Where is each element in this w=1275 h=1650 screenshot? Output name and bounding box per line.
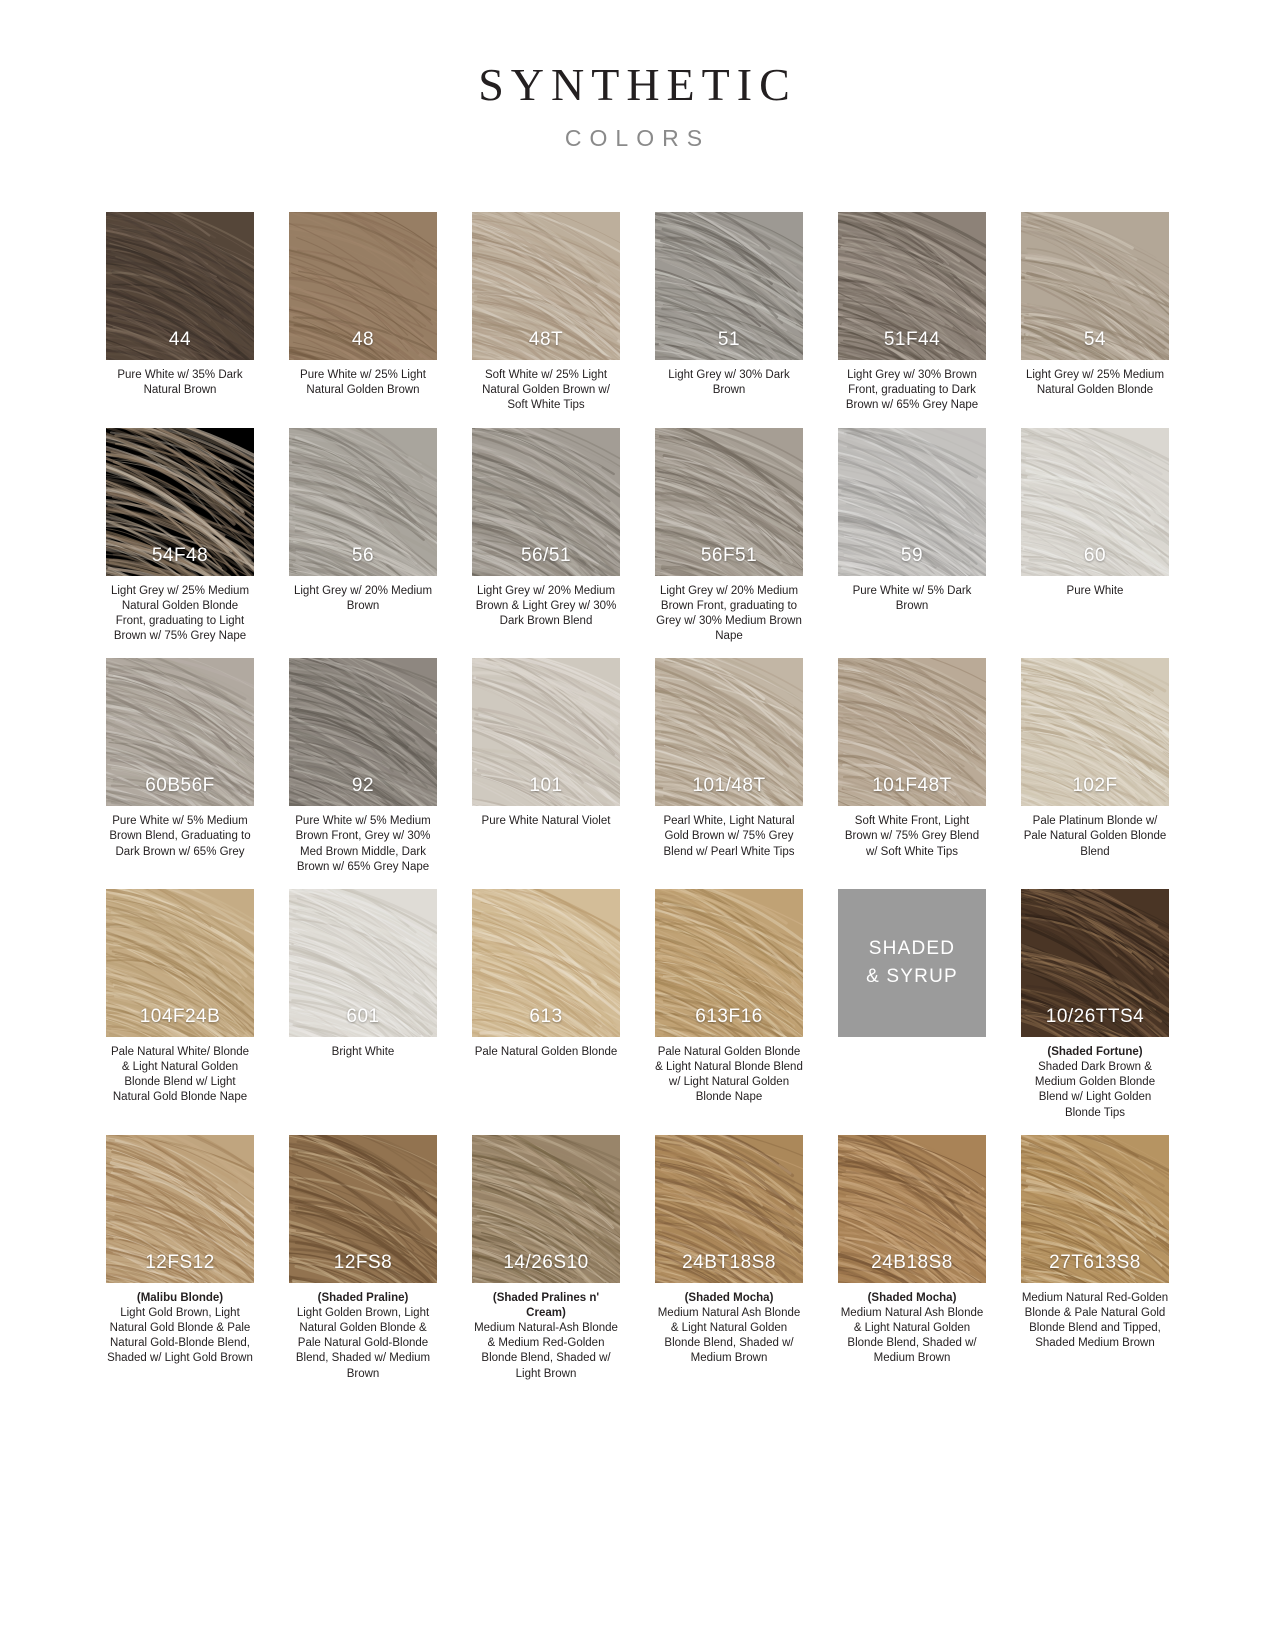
color-caption: [655, 1291, 803, 1367]
color-swatch-image[interactable]: [838, 889, 986, 1037]
color-code-label: 51: [717, 329, 741, 350]
page-subtitle: COLORS: [564, 125, 711, 151]
color-description: Pale Platinum Blonde w/ Pale Natural Golden Blonde Blend: [1023, 815, 1167, 858]
color-description: Pure White w/ 5% Medium Brown Front, Grey w/ 30% Med Brown Middle, Dark Brown w/ 65% Grey Nape: [295, 815, 431, 873]
color-swatch-cell[interactable]: [655, 212, 803, 428]
color-swatch-cell[interactable]: [472, 889, 620, 1135]
color-description: Pure White w/ 5% Medium Brown Blend, Graduating to Dark Brown w/ 65% Grey: [109, 815, 251, 858]
color-swatch-image[interactable]: [655, 212, 803, 360]
color-swatch-image[interactable]: [472, 1135, 620, 1283]
color-description: Light Grey w/ 30% Brown Front, graduating to Dark Brown w/ 65% Grey Nape: [845, 369, 979, 412]
color-caption: [472, 1291, 620, 1382]
color-code-label: 48T: [528, 329, 564, 350]
color-swatch-cell[interactable]: [655, 1135, 803, 1396]
color-code-label: 56F51: [700, 544, 758, 566]
color-swatch-cell[interactable]: [289, 658, 437, 889]
color-swatch-cell[interactable]: [106, 889, 254, 1135]
color-caption: [472, 368, 620, 414]
color-swatch-cell[interactable]: [1021, 1135, 1169, 1396]
color-caption: [1021, 584, 1169, 599]
color-swatch-image[interactable]: [1021, 1135, 1169, 1283]
color-swatch-cell[interactable]: [838, 658, 986, 889]
color-nickname: (Malibu Blonde): [136, 1291, 224, 1304]
section-placeholder-label: SHADED & SYRUP: [866, 938, 958, 987]
color-swatch-image[interactable]: [655, 428, 803, 576]
color-swatch-image[interactable]: [472, 658, 620, 806]
color-nickname: (Shaded Mocha): [684, 1291, 774, 1304]
color-code-label: 601: [346, 1005, 380, 1027]
color-code-label: 12FS8: [333, 1251, 393, 1273]
color-swatch-cell[interactable]: [1021, 212, 1169, 428]
color-caption: [1021, 368, 1169, 398]
color-swatch-cell[interactable]: [655, 889, 803, 1135]
color-swatch-cell[interactable]: [289, 1135, 437, 1396]
color-caption: [655, 584, 803, 645]
color-code-label: 44: [168, 329, 192, 350]
page-header: [0, 0, 1275, 152]
color-swatch-image[interactable]: [1021, 428, 1169, 576]
color-code-label: 51F44: [883, 329, 941, 350]
color-swatch-image[interactable]: [472, 428, 620, 576]
color-swatch-image[interactable]: [1021, 212, 1169, 360]
color-swatch-image[interactable]: [838, 212, 986, 360]
color-caption: [289, 1045, 437, 1060]
color-swatch-image[interactable]: [106, 428, 254, 576]
color-swatch-cell[interactable]: [289, 889, 437, 1135]
color-description: Light Grey w/ 20% Medium Brown: [293, 584, 433, 612]
color-swatch-cell[interactable]: [838, 1135, 986, 1396]
color-swatch-cell[interactable]: [1021, 889, 1169, 1135]
color-description: Light Grey w/ 30% Dark Brown: [668, 369, 790, 397]
color-caption: [289, 1291, 437, 1382]
color-swatch-image[interactable]: [106, 658, 254, 806]
color-swatch-image[interactable]: [289, 1135, 437, 1283]
color-swatch-cell[interactable]: [838, 428, 986, 659]
color-description: Bright White: [331, 1045, 395, 1058]
color-swatch-image[interactable]: [289, 428, 437, 576]
page-title: SYNTHETIC: [478, 59, 797, 110]
color-caption: [106, 1045, 254, 1106]
color-description: Pure White Natural Violet: [481, 815, 611, 828]
color-caption: [106, 584, 254, 645]
color-code-label: 12FS12: [145, 1251, 215, 1273]
color-description: Medium Natural Ash Blonde & Light Natural Golden Blonde Blend, Shaded w/ Medium Brown: [840, 1306, 984, 1365]
color-description: Pure White: [1066, 584, 1124, 597]
color-description: Pure White w/ 35% Dark Natural Brown: [117, 369, 243, 397]
color-swatch-cell[interactable]: [472, 1135, 620, 1396]
color-code-label: 27T613S8: [1049, 1251, 1141, 1273]
color-description: Pale Natural Golden Blonde: [474, 1045, 618, 1058]
color-swatch-cell[interactable]: [472, 658, 620, 889]
color-caption: [838, 1291, 986, 1367]
color-swatch-image[interactable]: [289, 212, 437, 360]
color-code-label: 613: [529, 1005, 563, 1027]
color-description: Light Golden Brown, Light Natural Golden Blonde & Pale Natural Gold-Blonde Blend, Shaded w/ Medium Brown: [295, 1306, 431, 1380]
color-caption: [289, 584, 437, 614]
color-swatch-image[interactable]: [838, 428, 986, 576]
color-description: Shaded Dark Brown & Medium Golden Blonde Blend w/ Light Golden Blonde Tips: [1034, 1061, 1156, 1119]
color-nickname: (Shaded Pralines n' Cream): [492, 1291, 600, 1319]
color-swatch-image[interactable]: [838, 1135, 986, 1283]
color-code-label: 92: [351, 775, 375, 797]
color-swatch-cell[interactable]: [289, 212, 437, 428]
color-caption: [1021, 814, 1169, 860]
color-swatch-image[interactable]: [1021, 658, 1169, 806]
color-swatch-cell[interactable]: [472, 212, 620, 428]
color-code-label: 56/51: [520, 544, 572, 566]
color-code-label: 101/48T: [692, 775, 766, 797]
color-code-label: 54: [1083, 329, 1107, 350]
color-caption: [1021, 1291, 1169, 1352]
color-swatch-image[interactable]: [289, 658, 437, 806]
color-caption: [655, 368, 803, 398]
color-code-label: 24BT18S8: [682, 1251, 776, 1273]
color-code-label: 14/26S10: [503, 1251, 589, 1273]
color-description: Light Grey w/ 25% Medium Natural Golden Blonde: [1025, 369, 1165, 397]
color-swatch-image[interactable]: [655, 658, 803, 806]
color-description: Pure White w/ 5% Dark Brown: [852, 584, 972, 612]
color-description: Pale Natural White/ Blonde & Light Natural Golden Blonde Blend w/ Light Natural Gold Blonde Nape: [110, 1045, 250, 1104]
color-description: Pale Natural Golden Blonde & Light Natural Blonde Blend w/ Light Natural Golden Blonde Nape: [655, 1045, 803, 1104]
color-swatch-image[interactable]: [472, 212, 620, 360]
color-code-label: 101F48T: [872, 775, 952, 797]
color-description: Light Grey w/ 20% Medium Brown & Light Grey w/ 30% Dark Brown Blend: [475, 584, 617, 627]
color-swatch-cell[interactable]: [106, 428, 254, 659]
color-swatch-cell[interactable]: [472, 428, 620, 659]
color-description: Medium Natural Red-Golden Blonde & Pale Natural Gold Blonde Blend and Tipped, Shaded Medium Brown: [1021, 1291, 1169, 1350]
color-swatch-cell[interactable]: [655, 428, 803, 659]
color-swatch-cell[interactable]: [1021, 658, 1169, 889]
color-swatch-cell[interactable]: [289, 428, 437, 659]
color-swatch-image[interactable]: [838, 658, 986, 806]
color-swatch-image[interactable]: [655, 889, 803, 1037]
color-caption: [106, 368, 254, 398]
color-swatch-image[interactable]: [289, 889, 437, 1037]
color-code-label: 613F16: [695, 1005, 763, 1027]
color-caption: [106, 814, 254, 860]
color-code-label: 60: [1083, 544, 1107, 566]
color-description: Soft White Front, Light Brown w/ 75% Grey Blend w/ Soft White Tips: [844, 815, 980, 858]
color-swatch-cell[interactable]: [106, 1135, 254, 1396]
color-caption: [838, 584, 986, 614]
color-caption: [655, 1045, 803, 1106]
color-caption: [289, 368, 437, 398]
color-swatch-image[interactable]: [106, 889, 254, 1037]
color-swatch-cell[interactable]: [106, 212, 254, 428]
color-caption: [838, 368, 986, 414]
color-swatch-image[interactable]: [106, 1135, 254, 1283]
color-swatch-grid: [103, 152, 1173, 1396]
color-caption: [106, 1291, 254, 1367]
color-nickname: (Shaded Mocha): [867, 1291, 957, 1304]
color-caption: [1021, 1045, 1169, 1121]
color-caption: [289, 814, 437, 875]
color-swatch-image[interactable]: [1021, 889, 1169, 1037]
color-code-label: 60B56F: [145, 775, 215, 797]
color-code-label: 54F48: [151, 544, 209, 566]
color-nickname: (Shaded Fortune): [1047, 1045, 1143, 1058]
color-code-label: 56: [351, 544, 375, 566]
color-code-label: 59: [900, 544, 924, 566]
color-swatch-cell[interactable]: [655, 658, 803, 889]
color-caption: [838, 814, 986, 860]
color-nickname: (Shaded Praline): [317, 1291, 409, 1304]
color-swatch-image[interactable]: [106, 212, 254, 360]
color-code-label: 10/26TTS4: [1045, 1005, 1145, 1027]
color-caption: [472, 584, 620, 630]
color-description: Pearl White, Light Natural Gold Brown w/ 75% Grey Blend w/ Pearl White Tips: [663, 815, 795, 858]
color-swatch-image[interactable]: [472, 889, 620, 1037]
color-description: Soft White w/ 25% Light Natural Golden Brown w/ Soft White Tips: [482, 369, 610, 412]
color-swatch-cell[interactable]: [106, 658, 254, 889]
color-code-label: 48: [351, 329, 375, 350]
color-code-label: 104F24B: [139, 1005, 221, 1027]
color-code-label: 101: [529, 775, 563, 797]
color-description: Light Grey w/ 25% Medium Natural Golden Blonde Front, graduating to Light Brown w/ 75% Grey Nape: [110, 584, 250, 643]
color-caption: [655, 814, 803, 860]
color-caption: [472, 814, 620, 829]
color-swatch-image[interactable]: [655, 1135, 803, 1283]
color-swatch-cell[interactable]: [1021, 428, 1169, 659]
color-code-label: 24B18S8: [871, 1251, 953, 1273]
color-swatch-cell[interactable]: [838, 212, 986, 428]
color-description: Pure White w/ 25% Light Natural Golden Brown: [300, 369, 426, 397]
color-description: Medium Natural-Ash Blonde & Medium Red-Golden Blonde Blend, Shaded w/ Light Brown: [474, 1322, 618, 1380]
color-code-label: 102F: [1072, 775, 1118, 797]
color-description: Light Grey w/ 20% Medium Brown Front, graduating to Grey w/ 30% Medium Brown Nape: [656, 584, 802, 643]
color-caption: [472, 1045, 620, 1060]
color-description: Light Gold Brown, Light Natural Gold Blonde & Pale Natural Gold-Blonde Blend, Shaded w/ Light Gold Brown: [107, 1306, 253, 1365]
color-swatch-cell[interactable]: [838, 889, 986, 1135]
color-description: Medium Natural Ash Blonde & Light Natural Golden Blonde Blend, Shaded w/ Medium Brown: [657, 1306, 801, 1365]
